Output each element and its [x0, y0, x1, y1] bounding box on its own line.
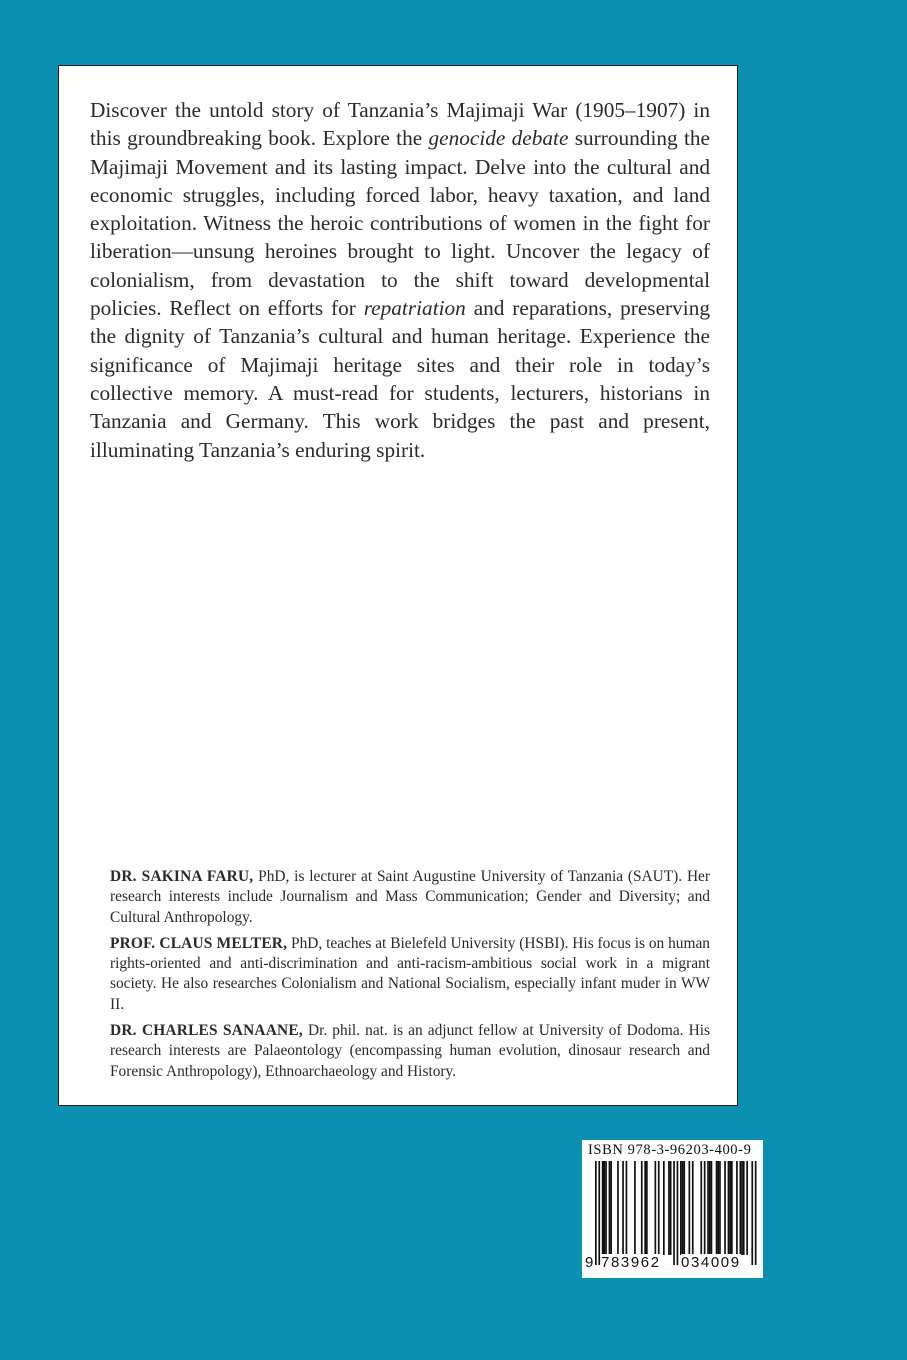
- barcode-digits-left: 783962: [601, 1254, 661, 1271]
- blurb-emphasis-repatriation: repatriation: [363, 296, 466, 321]
- author-bios: [110, 867, 710, 1088]
- isbn-label: ISBN 978-3-96203-400-9: [588, 1142, 752, 1158]
- barcode-bar: [677, 1161, 679, 1265]
- barcode-bar: [605, 1161, 607, 1255]
- author-name: DR. CHARLES SANAANE,: [110, 1022, 303, 1040]
- blurb-emphasis-genocide-debate: genocide debate: [428, 126, 569, 151]
- barcode-bar: [736, 1161, 738, 1255]
- barcode-bar: [641, 1161, 643, 1255]
- barcode-bar: [668, 1161, 670, 1255]
- barcode-bars: [585, 1161, 760, 1269]
- author-bio-text: Dr. phil. nat. is an adjunct fellow at University of Dodoma. His research interests are Palaeontology (encompassing human evolution, dinosaur research and Forensic Anthropology), Ethnoarchaeology and History.: [110, 1022, 710, 1080]
- blurb-part-3: and reparations, preserving the dignity of Tanzania’s cultural and human heritage. Experience the significance of Majimaji heritage sites and their role in today’s collective memory. A must-read for students, lecturers, historians in Tanzania and Germany. This work bridges the past and present, illuminating Tanzania’s enduring spirit.: [90, 296, 710, 462]
- barcode-bar: [617, 1161, 619, 1255]
- author-bio-sanaane: [110, 1021, 710, 1082]
- barcode-bar: [751, 1161, 753, 1265]
- barcode-bar: [707, 1161, 709, 1255]
- barcode-bar: [731, 1161, 733, 1255]
- barcode-digits: [585, 1254, 759, 1274]
- barcode-bar: [711, 1161, 713, 1255]
- barcode-bar: [709, 1161, 711, 1255]
- barcode-digits-right: 034009: [681, 1254, 741, 1271]
- author-name: PROF. CLAUS MELTER,: [110, 934, 288, 952]
- barcode-bar: [626, 1161, 628, 1255]
- barcode-bar: [682, 1161, 684, 1255]
- barcode-bar: [689, 1161, 691, 1255]
- barcode-bar: [663, 1161, 665, 1255]
- author-name: DR. SAKINA FARU,: [110, 868, 254, 885]
- barcode-bar: [741, 1161, 743, 1255]
- author-bio-text: PhD, is lecturer at Saint Augustine University of Tanzania (SAUT). Her research interests include Journalism and Mass Communication; Gender and Diversity; and Cultural Anthropology.: [110, 868, 711, 926]
- back-cover-panel: [58, 65, 738, 1106]
- barcode-bar: [755, 1161, 757, 1265]
- blurb-part-2: surrounding the Majimaji Movement and its lasting impact. Delve into the cultural and economic struggles, including forced labor, heavy taxation, and land exploitation. Witness the heroic contributions of women in the fight for liberation—unsung heroines brought to light. Uncover the legacy of colonialism, from devastation to the shift toward developmental policies. Reflect on efforts for: [90, 126, 710, 321]
- barcode-bar: [634, 1161, 636, 1255]
- barcode-bar: [655, 1161, 657, 1255]
- blurb-part-1: Discover the untold story of Tanzania’s Majimaji War (1905–1907) in this groundbreaking book. Explore the: [90, 98, 710, 151]
- barcode-bar: [746, 1161, 748, 1255]
- book-blurb: [90, 96, 710, 464]
- barcode-bar: [704, 1161, 706, 1255]
- barcode-bar: [670, 1161, 672, 1255]
- barcode-bar: [598, 1161, 600, 1265]
- author-bio-melter: [110, 934, 710, 1015]
- barcode-bar: [595, 1161, 597, 1265]
- barcode-digit-first: 9: [585, 1254, 594, 1271]
- author-bio-faru: [110, 867, 710, 928]
- barcode-bar: [680, 1161, 682, 1255]
- barcode-bar: [728, 1161, 730, 1255]
- barcode-bar: [646, 1161, 648, 1255]
- barcode-bar: [673, 1161, 675, 1265]
- barcode-bar: [602, 1161, 604, 1255]
- barcode-bar: [724, 1161, 726, 1255]
- barcode-bar: [658, 1161, 660, 1255]
- barcode-bar: [604, 1161, 606, 1255]
- author-bio-text: PhD, teaches at Bielefeld University (HSBI). His focus is on human rights-oriented and anti-discrimination and anti-racism-ambitious social work in a migrant society. He also researches Colonialism and National Socialism, especially infant muder in WW II.: [110, 934, 711, 1013]
- barcode-bar: [740, 1161, 742, 1255]
- barcode-bar: [609, 1161, 611, 1255]
- barcode-bar: [644, 1161, 646, 1255]
- barcode-bar: [743, 1161, 745, 1255]
- barcode-bar: [716, 1161, 718, 1255]
- barcode-bar: [717, 1161, 719, 1255]
- barcode-bar: [719, 1161, 721, 1255]
- barcode-bar: [700, 1161, 702, 1255]
- barcode-bar: [610, 1161, 612, 1255]
- barcode-bar: [683, 1161, 685, 1255]
- isbn-barcode: [582, 1140, 763, 1278]
- barcode-bar: [622, 1161, 624, 1255]
- barcode-bar: [729, 1161, 731, 1255]
- barcode-bar: [692, 1161, 694, 1255]
